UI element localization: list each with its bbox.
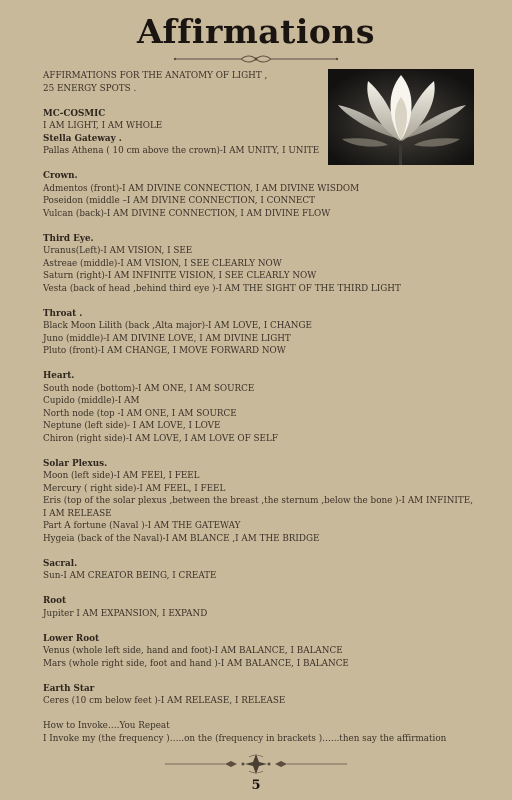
affirmation-line: Pallas Athena ( 10 cm above the crown)-I AM UNITY, I UNITE xyxy=(43,146,320,156)
affirmation-line: Pluto (front)-I AM CHANGE, I MOVE FORWARD NOW xyxy=(43,346,286,356)
section-heading: Sacral. xyxy=(43,558,78,569)
affirmation-line: Juno (middle)-I AM DIVINE LOVE, I AM DIVINE LIGHT xyxy=(43,333,291,344)
affirmations-text xyxy=(43,70,473,745)
affirmation-line: Ceres (10 cm below feet )-I AM RELEASE, I RELEASE xyxy=(43,696,286,706)
bottom-ornament-icon xyxy=(163,753,349,775)
section-heading: Crown. xyxy=(43,171,78,181)
affirmation-line: Chiron (right side)-I AM LOVE, I AM LOVE OF SELF xyxy=(43,433,278,444)
section-heading: Earth Star xyxy=(43,683,95,694)
affirmation-line: Neptune (left side)- I AM LOVE, I LOVE xyxy=(43,421,221,431)
section-heading: Heart. xyxy=(43,371,75,381)
affirmation-line: Poseidon (middle –I AM DIVINE CONNECTION, I CONNECT xyxy=(43,196,315,206)
affirmation-line: Uranus(Left)-I AM VISION, I SEE xyxy=(43,246,193,256)
affirmation-line: North node (top -I AM ONE, I AM SOURCE xyxy=(43,408,237,419)
affirmation-line: Black Moon Lilith (back ,Alta major)-I AM LOVE, I CHANGE xyxy=(43,321,312,331)
affirmation-line: Mercury ( right side)-I AM FEEL, I FEEL xyxy=(43,483,226,494)
affirmation-line: Jupiter I AM EXPANSION, I EXPAND xyxy=(43,608,208,619)
section-heading: Solar Plexus. xyxy=(43,458,108,469)
invoke-instruction: How to Invoke….You Repeat xyxy=(43,721,170,731)
affirmation-line: Saturn (right)-I AM INFINITE VISION, I SEE CLEARLY NOW xyxy=(43,271,317,281)
section-heading: Throat . xyxy=(43,308,83,319)
affirmation-line: Venus (whole left side, hand and foot)-I AM BALANCE, I BALANCE xyxy=(43,646,343,656)
section-heading: Root xyxy=(43,596,67,606)
section-heading: Stella Gateway . xyxy=(43,133,122,144)
affirmation-line: Vesta (back of head ,behind third eye )-I AM THE SIGHT OF THE THIRD LIGHT xyxy=(43,283,401,294)
section-heading: Lower Root xyxy=(43,633,100,644)
affirmation-line: Hygeia (back of the Naval)-I AM BLANCE ,I AM THE BRIDGE xyxy=(43,533,320,544)
affirmation-line: Mars (whole right side, foot and hand )-I AM BALANCE, I BALANCE xyxy=(43,658,349,669)
intro-line: AFFIRMATIONS FOR THE ANATOMY OF LIGHT , xyxy=(43,71,268,81)
invoke-instruction: I Invoke my (the frequency )…..on the (frequency in brackets )…...then say the affirmation xyxy=(43,733,447,744)
page-number: 5 xyxy=(251,778,261,793)
title-ornament-icon xyxy=(171,52,341,66)
section-heading: Third Eye. xyxy=(43,233,94,244)
affirmation-line: Vulcan (back)-I AM DIVINE CONNECTION, I AM DIVINE FLOW xyxy=(43,208,331,219)
affirmation-line: Part A fortune (Naval )-I AM THE GATEWAY xyxy=(43,521,241,531)
affirmation-line: Eris (top of the solar plexus ,between the breast ,the sternum ,below the bone )-I AM INFINITE, I AM RELEASE xyxy=(43,496,473,519)
intro-line: 25 ENERGY SPOTS . xyxy=(43,83,137,94)
affirmation-line: I AM LIGHT, I AM WHOLE xyxy=(43,121,163,131)
affirmation-line: Sun-I AM CREATOR BEING, I CREATE xyxy=(43,571,217,581)
affirmation-line: Astreae (middle)-I AM VISION, I SEE CLEARLY NOW xyxy=(43,258,282,269)
section-heading: MC-COSMIC xyxy=(43,108,106,119)
page-title: Affirmations xyxy=(137,12,375,51)
affirmation-line: Moon (left side)-I AM FEEl, I FEEL xyxy=(43,471,200,481)
affirmation-line: Cupido (middle)-I AM xyxy=(43,396,140,406)
affirmation-line: Admentos (front)-I AM DIVINE CONNECTION, I AM DIVINE WISDOM xyxy=(43,183,360,194)
affirmation-line: South node (bottom)-I AM ONE, I AM SOURCE xyxy=(43,383,255,394)
